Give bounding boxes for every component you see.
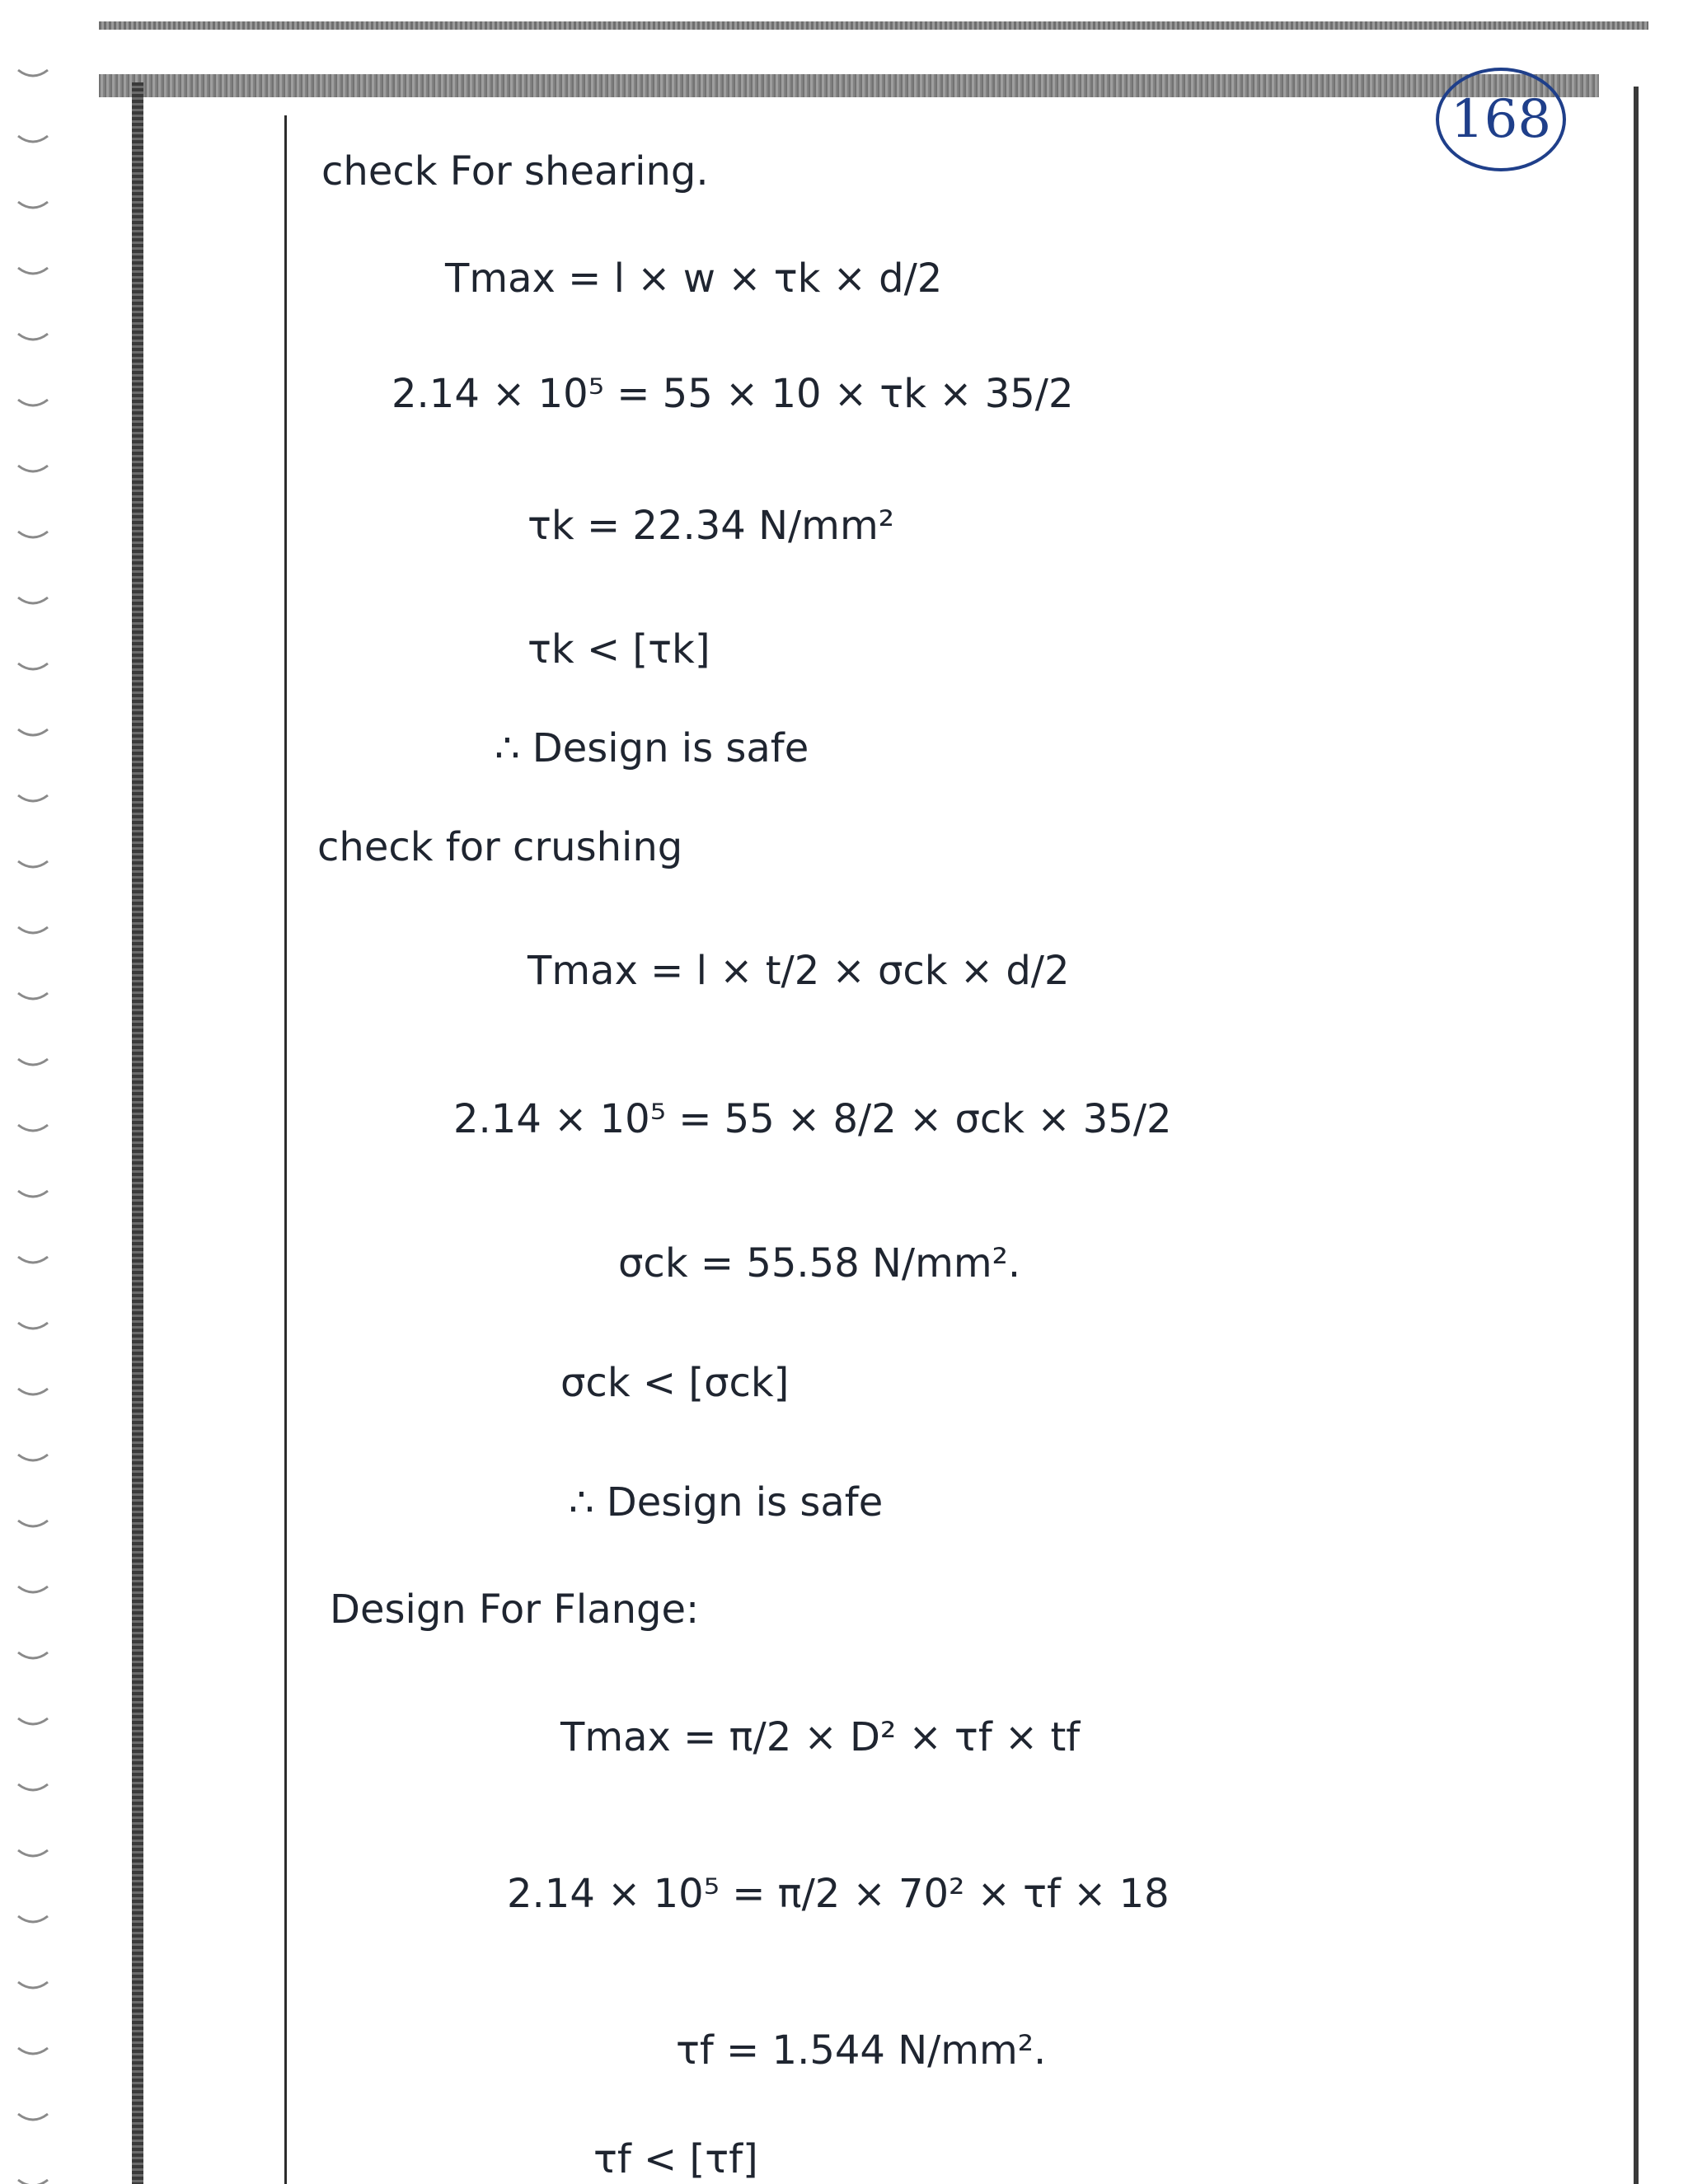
- perforation-mark: [18, 795, 48, 801]
- perforation-mark: [18, 1389, 48, 1394]
- perforation-mark: [18, 861, 48, 867]
- perforation-mark: [18, 1059, 48, 1065]
- shear-heading: check For shearing.: [321, 148, 709, 194]
- perforation-mark: [18, 70, 48, 76]
- page-right-border: [1634, 87, 1639, 2184]
- perforation-mark: [18, 1521, 48, 1526]
- perforation-mark: [18, 663, 48, 669]
- crush-compare: σck < [σck]: [560, 1360, 790, 1406]
- perforation-mark: [18, 334, 48, 340]
- page-number: 168: [1436, 68, 1566, 171]
- shear-equation-1: Tmax = l × w × τk × d/2: [445, 255, 943, 302]
- perforation-mark: [18, 1850, 48, 1856]
- perforation-mark: [18, 2048, 48, 2054]
- perforation-mark: [18, 268, 48, 274]
- perforation-mark: [18, 1323, 48, 1329]
- shear-result: τk = 22.34 N/mm²: [528, 503, 894, 549]
- perforation-mark: [18, 1455, 48, 1460]
- perforation-mark: [18, 1784, 48, 1790]
- shear-conclusion: ∴ Design is safe: [495, 725, 809, 771]
- perforation-mark: [18, 1257, 48, 1263]
- crush-conclusion: ∴ Design is safe: [569, 1479, 884, 1526]
- flange-heading: Design For Flange:: [330, 1586, 700, 1633]
- perforation-mark: [18, 2114, 48, 2120]
- page-left-border: [132, 82, 143, 2184]
- perforation-mark: [18, 2180, 48, 2184]
- perforation-mark: [18, 1652, 48, 1658]
- top-torn-edge: [99, 21, 1648, 30]
- flange-equation-2: 2.14 × 10⁵ = π/2 × 70² × τf × 18: [507, 1871, 1170, 1917]
- perforation-mark: [18, 1718, 48, 1724]
- shear-equation-2: 2.14 × 10⁵ = 55 × 10 × τk × 35/2: [392, 371, 1074, 417]
- margin-line: [284, 115, 287, 2184]
- crush-result: σck = 55.58 N/mm².: [618, 1240, 1021, 1286]
- perforation-mark: [18, 1916, 48, 1922]
- perforation-mark: [18, 1586, 48, 1592]
- perforation-mark: [18, 729, 48, 735]
- perforation-mark: [18, 136, 48, 142]
- flange-result: τf = 1.544 N/mm².: [676, 2027, 1047, 2074]
- page-top-border: [99, 74, 1599, 97]
- shear-compare: τk < [τk]: [528, 626, 710, 673]
- crush-equation-2: 2.14 × 10⁵ = 55 × 8/2 × σck × 35/2: [453, 1096, 1172, 1142]
- perforation-mark: [18, 400, 48, 405]
- perforation-mark: [18, 598, 48, 603]
- perforation-mark: [18, 1191, 48, 1197]
- perforation-mark: [18, 1125, 48, 1131]
- perforation-mark: [18, 993, 48, 999]
- perforation-mark: [18, 466, 48, 471]
- flange-compare: τf < [τf]: [593, 2136, 758, 2182]
- perforation-mark: [18, 202, 48, 208]
- crush-equation-1: Tmax = l × t/2 × σck × d/2: [528, 948, 1070, 994]
- binding-perforations: [0, 0, 66, 2184]
- perforation-mark: [18, 927, 48, 933]
- perforation-mark: [18, 1982, 48, 1988]
- crush-heading: check for crushing: [317, 824, 683, 870]
- perforation-mark: [18, 532, 48, 537]
- flange-equation-1: Tmax = π/2 × D² × τf × tf: [560, 1714, 1081, 1760]
